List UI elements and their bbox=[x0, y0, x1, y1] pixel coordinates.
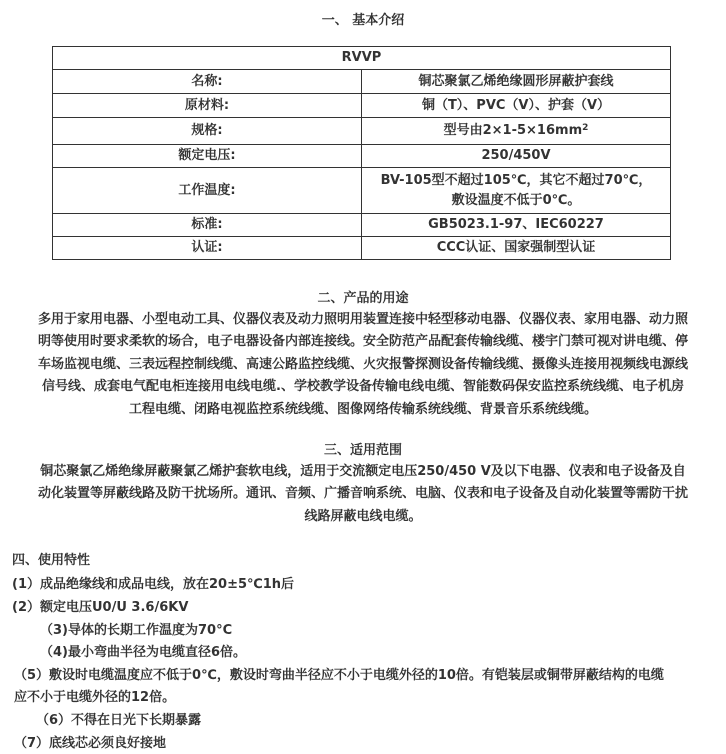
spec-value-cell bbox=[362, 118, 671, 145]
spec-label: 原材料: bbox=[53, 94, 362, 118]
feature-item: (2）额定电压U0/U 3.6/6KV bbox=[12, 600, 189, 615]
spec-label: 标准: bbox=[53, 214, 362, 237]
text-line: 铜芯聚氯乙烯绝缘屏蔽聚氯乙烯护套软电线，适用于交流额定电压250/450 V及以下电器、仪表和电子设备及自 bbox=[40, 464, 686, 479]
feature-item: 应不小于电缆外径的12倍。 bbox=[14, 690, 176, 705]
spec-value-line2: 敷设温度不低于0℃。 bbox=[451, 192, 581, 208]
section-title-usage: 二、产品的用途 bbox=[317, 291, 409, 306]
feature-item: （6）不得在日光下长期暴露 bbox=[36, 713, 202, 728]
spec-table bbox=[52, 46, 671, 260]
text-line: 明等使用时要求柔软的场合，电子电器设备内部连接线。安全防范产品配套传输线缆、楼宇门禁可视对讲电缆、停 bbox=[37, 334, 688, 350]
spec-label: 名称: bbox=[53, 70, 362, 94]
spec-value: 铜芯聚氯乙烯绝缘圆形屏蔽护套线 bbox=[362, 70, 671, 94]
spec-table-header: RVVP bbox=[53, 47, 671, 70]
feature-item: （3)导体的长期工作温度为70°C bbox=[40, 623, 233, 638]
spec-label: 规格: bbox=[53, 118, 362, 145]
feature-item: （7）底线芯必须良好接地 bbox=[14, 736, 167, 751]
spec-label: 额定电压: bbox=[53, 145, 362, 168]
text-line: 车场监视电缆、三表远程控制线缆、高速公路监控线缆、火灾报警探测设备传输线缆、摄像头连接用视频线电源线 bbox=[37, 356, 688, 372]
spec-value: 250/450V bbox=[362, 145, 671, 168]
table-row bbox=[53, 237, 671, 260]
text-line: 多用于家用电器、小型电动工具、仪器仪表及动力照明用装置连接中轻型移动电器、仪器仪表、家用电器、动力照 bbox=[37, 312, 688, 327]
table-row bbox=[53, 145, 671, 168]
table-row bbox=[53, 70, 671, 94]
spec-value: 型号由2×1-5×16mm bbox=[443, 123, 583, 138]
feature-item: (1）成品绝缘线和成品电线，放在20±5℃1h后 bbox=[12, 577, 295, 592]
spec-value: CCC认证、国家强制型认证 bbox=[362, 237, 671, 260]
table-row bbox=[53, 214, 671, 237]
spec-table-header-row bbox=[53, 47, 671, 70]
section-title-scope: 三、适用范围 bbox=[323, 443, 402, 458]
text-line: 线路屏蔽电线电缆。 bbox=[304, 508, 422, 524]
text-line: 工程电缆、闭路电视监控系统线缆、图像网络传输系统线缆、背景音乐系统线缆。 bbox=[128, 401, 597, 417]
usage-paragraph bbox=[0, 309, 726, 421]
spec-value: 铜（T）、PVC（V）、护套（V） bbox=[362, 94, 671, 118]
spec-label: 认证: bbox=[53, 237, 362, 260]
feature-item: （5）敷设时电缆温度应不低于0℃，敷设时弯曲半径应不小于电缆外径的10倍。有铠装层或铜带屏蔽结构的电缆 bbox=[14, 668, 664, 683]
superscript: 2 bbox=[582, 123, 589, 133]
section-title-basic-intro: 一、 基本介绍 bbox=[321, 13, 405, 28]
table-row bbox=[53, 94, 671, 118]
table-row bbox=[53, 118, 671, 145]
text-line: 动化装置等屏蔽线路及防干扰场所。通讯、音频、广播音响系统、电脑、仪表和电子设备及自动化装置等需防干扰 bbox=[37, 486, 688, 502]
text-line: 信号线、成套电气配电柜连接用电线电缆.、学校教学设备传输电线电缆、智能数码保安监控系统线缆、电子机房 bbox=[42, 379, 684, 395]
feature-item: （4)最小弯曲半径为电缆直径6倍。 bbox=[40, 645, 247, 660]
table-row bbox=[53, 168, 671, 214]
spec-value: BV-105型不超过105℃，其它不超过70℃， bbox=[380, 172, 652, 188]
scope-paragraph bbox=[0, 461, 726, 528]
spec-label: 工作温度: bbox=[53, 168, 362, 214]
spec-value-cell bbox=[362, 168, 671, 214]
section-title-features: 四、使用特性 bbox=[12, 553, 91, 568]
spec-value: GB5023.1-97、IEC60227 bbox=[362, 214, 671, 237]
